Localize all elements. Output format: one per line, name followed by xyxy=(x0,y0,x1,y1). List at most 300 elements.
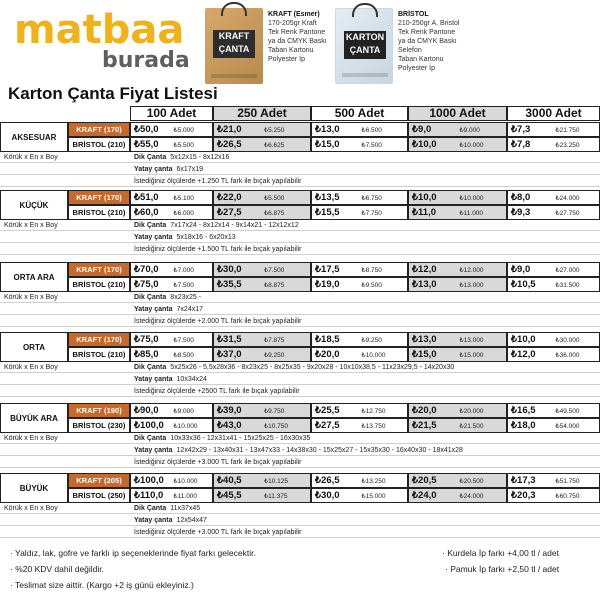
price-cell xyxy=(130,190,213,205)
price-cell xyxy=(311,262,408,277)
total-price: ₺24.000 xyxy=(459,492,484,500)
dimension-values: İstediğiniz ölçülerde +2.000 TL fark ile bıçak yapılabilir xyxy=(134,318,302,325)
bag-style-label: Yatay çanta xyxy=(134,234,173,241)
quantity-header: 3000 Adet xyxy=(507,106,600,121)
total-price: ₺27.000 xyxy=(555,266,580,274)
total-price: ₺5.500 xyxy=(264,194,285,202)
bristol-bag-image xyxy=(335,8,393,84)
unit-price: ₺7,8 xyxy=(511,139,531,150)
price-cell xyxy=(311,205,408,220)
page-title: Karton Çanta Fiyat Listesi xyxy=(8,84,218,103)
price-cell xyxy=(130,332,213,347)
total-price: ₺7.750 xyxy=(361,209,382,217)
desc-line: Tek Renk Pantone xyxy=(398,29,456,36)
price-cell xyxy=(408,473,507,488)
unit-price: ₺35,5 xyxy=(217,279,242,290)
price-cell xyxy=(213,277,311,292)
total-price: ₺49.500 xyxy=(555,407,580,415)
price-cell xyxy=(213,122,311,137)
category-name: ORTA ARA xyxy=(0,262,68,292)
info-text xyxy=(134,433,310,444)
total-price: ₺6.625 xyxy=(264,141,285,149)
kraft-description xyxy=(268,10,327,64)
unit-price: ₺37,0 xyxy=(217,349,242,360)
price-cell xyxy=(213,262,311,277)
quantity-header: 100 Adet xyxy=(130,106,213,121)
total-price: ₺60.750 xyxy=(555,492,580,500)
info-line xyxy=(0,374,600,385)
material-label: KRAFT (170) xyxy=(68,190,130,205)
unit-price: ₺17,5 xyxy=(315,264,340,275)
info-line xyxy=(0,386,600,397)
dimension-values: 11x37x45 xyxy=(170,505,201,512)
kraft-description-title: KRAFT (Esmer) xyxy=(268,11,320,18)
desc-line: Polyester İp xyxy=(398,65,435,72)
footer-note: · Teslimat size aittir. (Kargo +2 iş günü ekleyiniz.) xyxy=(10,580,194,590)
price-cell xyxy=(311,332,408,347)
category-name: BÜYÜK ARA xyxy=(0,403,68,433)
category-name: KÜÇÜK xyxy=(0,190,68,220)
footer-note: · %20 KDV dahil değildir. xyxy=(10,564,105,574)
price-cell xyxy=(507,205,600,220)
unit-price: ₺26,5 xyxy=(217,139,242,150)
unit-price: ₺20,0 xyxy=(412,405,437,416)
unit-price: ₺20,0 xyxy=(315,349,340,360)
desc-line: 210-250gr A. Bristol xyxy=(398,20,460,27)
unit-price: ₺17,3 xyxy=(511,475,536,486)
bag-style-label: Dik Çanta xyxy=(134,505,167,512)
dimension-values: İstediğiniz ölçülerde +1.500 TL fark ile bıçak yapılabilir xyxy=(134,246,302,253)
total-price: ₺5.500 xyxy=(173,141,194,149)
price-cell xyxy=(130,122,213,137)
price-cell xyxy=(408,488,507,503)
bristol-description-title: BRİSTOL xyxy=(398,11,429,18)
footer-note: · Pamuk İp farkı +2,50 tl / adet xyxy=(445,564,560,574)
unit-price: ₺15,0 xyxy=(412,349,437,360)
dimension-values: 8x23x25 - xyxy=(170,294,202,301)
price-cell xyxy=(408,277,507,292)
unit-price: ₺12,0 xyxy=(412,264,437,275)
price-cell xyxy=(130,347,213,362)
price-cell xyxy=(130,205,213,220)
price-cell xyxy=(213,190,311,205)
unit-price: ₺75,0 xyxy=(134,279,159,290)
price-cell xyxy=(311,190,408,205)
unit-price: ₺26,5 xyxy=(315,475,340,486)
total-price: ₺30.000 xyxy=(555,336,580,344)
price-cell xyxy=(507,418,600,433)
price-cell xyxy=(408,403,507,418)
unit-price: ₺43,0 xyxy=(217,420,242,431)
info-text xyxy=(134,244,302,255)
price-cell xyxy=(507,488,600,503)
desc-line: ya da CMYK Baskı xyxy=(268,38,327,45)
total-price: ₺12.750 xyxy=(361,407,386,415)
total-price: ₺7.875 xyxy=(264,336,285,344)
total-price: ₺15.000 xyxy=(459,351,484,359)
material-label: BRİSTOL (230) xyxy=(68,418,130,433)
desc-line: 170-205gr Kraft xyxy=(268,20,317,27)
total-price: ₺21.500 xyxy=(459,422,484,430)
price-cell xyxy=(507,473,600,488)
footer-note: · Kurdela İp farkı +4,00 tl / adet xyxy=(442,548,559,558)
total-price: ₺27.750 xyxy=(555,209,580,217)
total-price: ₺11.375 xyxy=(264,492,288,500)
price-cell xyxy=(213,403,311,418)
dimension-label: Körük x En x Boy xyxy=(4,294,58,301)
price-cell xyxy=(213,488,311,503)
kraft-bag-image xyxy=(205,8,263,84)
info-line xyxy=(0,176,600,187)
unit-price: ₺11,0 xyxy=(412,207,437,218)
desc-line: Tek Renk Pantone xyxy=(268,29,326,36)
dimension-label: Körük x En x Boy xyxy=(4,505,58,512)
unit-price: ₺19,0 xyxy=(315,279,340,290)
total-price: ₺11.000 xyxy=(173,492,198,500)
total-price: ₺9.000 xyxy=(459,126,480,134)
total-price: ₺51.750 xyxy=(555,477,580,485)
unit-price: ₺55,0 xyxy=(134,139,159,150)
unit-price: ₺12,0 xyxy=(511,349,536,360)
info-line xyxy=(0,164,600,175)
info-line xyxy=(0,362,600,373)
desc-line: Taban Kartonu xyxy=(268,47,314,54)
bag-style-label: Dik Çanta xyxy=(134,222,167,229)
unit-price: ₺100,0 xyxy=(134,475,164,486)
info-line xyxy=(0,244,600,255)
info-text xyxy=(134,374,207,385)
price-cell xyxy=(213,205,311,220)
price-cell xyxy=(507,190,600,205)
price-cell xyxy=(507,137,600,152)
price-cell xyxy=(408,190,507,205)
total-price: ₺11.000 xyxy=(459,209,484,217)
price-cell xyxy=(311,488,408,503)
total-price: ₺5.100 xyxy=(173,194,194,202)
unit-price: ₺45,5 xyxy=(217,490,242,501)
dimension-label: Körük x En x Boy xyxy=(4,222,58,229)
unit-price: ₺9,0 xyxy=(412,124,432,135)
unit-price: ₺22,0 xyxy=(217,192,242,203)
info-text xyxy=(134,362,454,373)
unit-price: ₺15,0 xyxy=(315,139,340,150)
bag-style-label: Dik Çanta xyxy=(134,364,167,371)
dimension-values: 6x17x19 xyxy=(176,166,203,173)
dimension-values: İstediğiniz ölçülerde +2500 TL fark ile bıçak yapılabilir xyxy=(134,388,300,395)
bag-style-label: Dik Çanta xyxy=(134,294,167,301)
info-text xyxy=(134,232,236,243)
total-price: ₺6.500 xyxy=(361,126,382,134)
total-price: ₺7.500 xyxy=(173,336,194,344)
total-price: ₺9.500 xyxy=(361,281,382,289)
dimension-values: 12x42x29 - 13x40x31 - 13x47x33 - 14x38x30 - 15x25x27 - 15x35x30 - 16x40x30 - 18x41x28 xyxy=(176,447,463,454)
price-cell xyxy=(130,262,213,277)
price-cell xyxy=(507,332,600,347)
dimension-label: Körük x En x Boy xyxy=(4,435,58,442)
bag-style-label: Dik Çanta xyxy=(134,154,167,161)
info-line xyxy=(0,515,600,526)
price-cell xyxy=(213,473,311,488)
bag-style-label: Dik Çanta xyxy=(134,435,167,442)
total-price: ₺9.250 xyxy=(361,336,382,344)
material-label: KRAFT (190) xyxy=(68,403,130,418)
price-cell xyxy=(408,418,507,433)
info-text xyxy=(134,152,229,163)
unit-price: ₺24,0 xyxy=(412,490,437,501)
total-price: ₺20.500 xyxy=(459,477,484,485)
dimension-values: İstediğiniz ölçülerde +3.000 TL fark ile bıçak yapılabilir xyxy=(134,529,302,536)
info-text xyxy=(134,527,302,538)
unit-price: ₺100,0 xyxy=(134,420,164,431)
bag-handle xyxy=(352,3,378,17)
dimension-values: İstediğiniz ölçülerde +3.000 TL fark ile bıçak yapılabilir xyxy=(134,459,302,466)
info-line xyxy=(0,445,600,456)
unit-price: ₺10,5 xyxy=(511,279,536,290)
total-price: ₺9.750 xyxy=(264,407,285,415)
info-text xyxy=(134,220,299,231)
total-price: ₺13.250 xyxy=(361,477,386,485)
unit-price: ₺13,0 xyxy=(315,124,340,135)
category-name: AKSESUAR xyxy=(0,122,68,152)
price-cell xyxy=(130,277,213,292)
price-cell xyxy=(311,137,408,152)
total-price: ₺20.000 xyxy=(459,407,484,415)
price-cell xyxy=(130,473,213,488)
material-label: BRİSTOL (210) xyxy=(68,205,130,220)
total-price: ₺9.000 xyxy=(173,407,194,415)
unit-price: ₺20,3 xyxy=(511,490,536,501)
unit-price: ₺20,5 xyxy=(412,475,437,486)
dimension-values: 5x25x26 - 5,5x28x36 - 8x23x25 - 8x25x35 - 9x20x28 - 10x10x38,5 - 11x23x29,5 - 14x20x30 xyxy=(170,364,455,371)
category-name: ORTA xyxy=(0,332,68,362)
info-line xyxy=(0,292,600,303)
total-price: ₺13.000 xyxy=(459,336,484,344)
info-text xyxy=(134,176,302,187)
price-cell xyxy=(311,418,408,433)
unit-price: ₺40,5 xyxy=(217,475,242,486)
bag-style-label: Yatay çanta xyxy=(134,166,173,173)
dimension-values: 10x33x36 - 12x31x41 - 15x25x25 - 16x30x35 xyxy=(170,435,311,442)
price-cell xyxy=(507,122,600,137)
total-price: ₺6.000 xyxy=(173,209,194,217)
total-price: ₺10.000 xyxy=(361,351,386,359)
info-text xyxy=(134,316,302,327)
footer-note: · Yaldız, lak, gofre ve farklı ip seçeneklerinde fiyat farkı gelecektir. xyxy=(10,548,256,558)
total-price: ₺13.750 xyxy=(361,422,386,430)
total-price: ₺21.750 xyxy=(555,126,580,134)
total-price: ₺9.250 xyxy=(264,351,285,359)
info-line xyxy=(0,220,600,231)
dimension-values: 7x24x17 xyxy=(176,306,203,313)
material-label: BRİSTOL (210) xyxy=(68,347,130,362)
bag-handle xyxy=(221,2,247,16)
price-cell xyxy=(408,137,507,152)
unit-price: ₺25,5 xyxy=(315,405,340,416)
total-price: ₺10.000 xyxy=(459,194,484,202)
dimension-label: Körük x En x Boy xyxy=(4,364,58,371)
info-text xyxy=(134,164,203,175)
price-cell xyxy=(408,347,507,362)
unit-price: ₺27,5 xyxy=(315,420,340,431)
material-label: KRAFT (170) xyxy=(68,262,130,277)
price-cell xyxy=(408,332,507,347)
info-text xyxy=(134,304,203,315)
total-price: ₺8.875 xyxy=(264,281,285,289)
total-price: ₺31.500 xyxy=(555,281,580,289)
unit-price: ₺51,0 xyxy=(134,192,159,203)
total-price: ₺23.250 xyxy=(555,141,580,149)
price-cell xyxy=(507,262,600,277)
total-price: ₺8.500 xyxy=(173,351,194,359)
price-cell xyxy=(507,277,600,292)
logo-bottom-text: burada xyxy=(102,48,190,73)
quantity-header: 1000 Adet xyxy=(408,106,507,121)
unit-price: ₺10,0 xyxy=(511,334,536,345)
quantity-header: 500 Adet xyxy=(311,106,408,121)
header xyxy=(0,0,600,84)
price-cell xyxy=(507,403,600,418)
material-label: KRAFT (205) xyxy=(68,473,130,488)
price-cell xyxy=(130,418,213,433)
total-price: ₺6.875 xyxy=(264,209,285,217)
price-cell xyxy=(130,403,213,418)
price-cell xyxy=(311,277,408,292)
price-cell xyxy=(408,205,507,220)
unit-price: ₺30,0 xyxy=(217,264,242,275)
dimension-values: 10x34x24 xyxy=(176,376,207,383)
price-cell xyxy=(213,418,311,433)
unit-price: ₺13,0 xyxy=(412,279,437,290)
unit-price: ₺60,0 xyxy=(134,207,159,218)
info-line xyxy=(0,232,600,243)
bag-style-label: Yatay çanta xyxy=(134,517,173,524)
total-price: ₺8.750 xyxy=(361,266,382,274)
dimension-values: 7x17x24 - 8x12x14 - 9x14x21 - 12x12x12 xyxy=(170,222,299,229)
info-line xyxy=(0,433,600,444)
material-label: BRİSTOL (210) xyxy=(68,277,130,292)
unit-price: ₺8,0 xyxy=(511,192,531,203)
unit-price: ₺18,5 xyxy=(315,334,340,345)
unit-price: ₺39,0 xyxy=(217,405,242,416)
info-text xyxy=(134,515,207,526)
total-price: ₺13.000 xyxy=(459,281,484,289)
info-text xyxy=(134,445,463,456)
price-cell xyxy=(311,122,408,137)
price-cell xyxy=(213,332,311,347)
info-line xyxy=(0,503,600,514)
unit-price: ₺21,5 xyxy=(412,420,437,431)
unit-price: ₺10,0 xyxy=(412,139,437,150)
unit-price: ₺110,0 xyxy=(134,490,164,501)
total-price: ₺10.000 xyxy=(173,422,198,430)
total-price: ₺54.000 xyxy=(555,422,580,430)
unit-price: ₺9,0 xyxy=(511,264,531,275)
unit-price: ₺13,0 xyxy=(412,334,437,345)
info-line xyxy=(0,527,600,538)
unit-price: ₺10,0 xyxy=(412,192,437,203)
unit-price: ₺70,0 xyxy=(134,264,159,275)
unit-price: ₺31,5 xyxy=(217,334,242,345)
info-text xyxy=(134,386,300,397)
unit-price: ₺18,0 xyxy=(511,420,536,431)
price-cell xyxy=(213,137,311,152)
bag-label: KRAFT ÇANTA xyxy=(213,30,255,58)
total-price: ₺12.000 xyxy=(459,266,484,274)
info-text xyxy=(134,292,201,303)
category-name: BÜYÜK xyxy=(0,473,68,503)
logo-top-text: matbaa xyxy=(14,7,185,53)
total-price: ₺10.750 xyxy=(264,422,289,430)
dimension-label: Körük x En x Boy xyxy=(4,154,58,161)
price-cell xyxy=(130,137,213,152)
bag-style-label: Yatay çanta xyxy=(134,306,173,313)
desc-line: Selefon xyxy=(398,47,422,54)
total-price: ₺15.000 xyxy=(361,492,386,500)
info-line xyxy=(0,316,600,327)
quantity-header: 250 Adet xyxy=(213,106,311,121)
info-text xyxy=(134,457,302,468)
unit-price: ₺90,0 xyxy=(134,405,159,416)
unit-price: ₺9,3 xyxy=(511,207,531,218)
total-price: ₺7.500 xyxy=(264,266,285,274)
price-cell xyxy=(408,262,507,277)
unit-price: ₺16,5 xyxy=(511,405,536,416)
total-price: ₺7.000 xyxy=(173,266,194,274)
info-line xyxy=(0,457,600,468)
total-price: ₺6.750 xyxy=(361,194,382,202)
desc-line: Taban Kartonu xyxy=(398,56,444,63)
bag-label: KARTON ÇANTA xyxy=(344,31,386,59)
unit-price: ₺7,3 xyxy=(511,124,531,135)
unit-price: ₺13,5 xyxy=(315,192,340,203)
material-label: BRİSTOL (250) xyxy=(68,488,130,503)
logo[interactable] xyxy=(14,7,190,73)
desc-line: ya da CMYK Baskı xyxy=(398,38,457,45)
desc-line: Polyester İp xyxy=(268,56,305,63)
dimension-values: İstediğiniz ölçülerde +1.250 TL fark ile bıçak yapılabilir xyxy=(134,178,302,185)
total-price: ₺5.000 xyxy=(173,126,194,134)
dimension-values: 5x12x15 - 8x12x16 xyxy=(170,154,230,161)
total-price: ₺10.000 xyxy=(459,141,484,149)
material-label: KRAFT (170) xyxy=(68,122,130,137)
price-cell xyxy=(408,122,507,137)
total-price: ₺10.125 xyxy=(264,477,289,485)
total-price: ₺24.000 xyxy=(555,194,580,202)
unit-price: ₺50,0 xyxy=(134,124,159,135)
total-price: ₺7.500 xyxy=(173,281,194,289)
unit-price: ₺85,0 xyxy=(134,349,159,360)
price-cell xyxy=(507,347,600,362)
dimension-values: 12x54x47 xyxy=(176,517,207,524)
unit-price: ₺30,0 xyxy=(315,490,340,501)
total-price: ₺5.250 xyxy=(264,126,285,134)
material-label: KRAFT (170) xyxy=(68,332,130,347)
dimension-values: 5x18x16 - 6x20x13 xyxy=(176,234,236,241)
material-label: BRİSTOL (210) xyxy=(68,137,130,152)
total-price: ₺7.500 xyxy=(361,141,382,149)
unit-price: ₺27,5 xyxy=(217,207,242,218)
info-line xyxy=(0,152,600,163)
price-cell xyxy=(213,347,311,362)
bag-style-label: Yatay çanta xyxy=(134,447,173,454)
price-cell xyxy=(130,488,213,503)
unit-price: ₺75,0 xyxy=(134,334,159,345)
bristol-description xyxy=(398,10,459,73)
info-text xyxy=(134,503,200,514)
price-cell xyxy=(311,403,408,418)
bag-style-label: Yatay çanta xyxy=(134,376,173,383)
price-cell xyxy=(311,347,408,362)
